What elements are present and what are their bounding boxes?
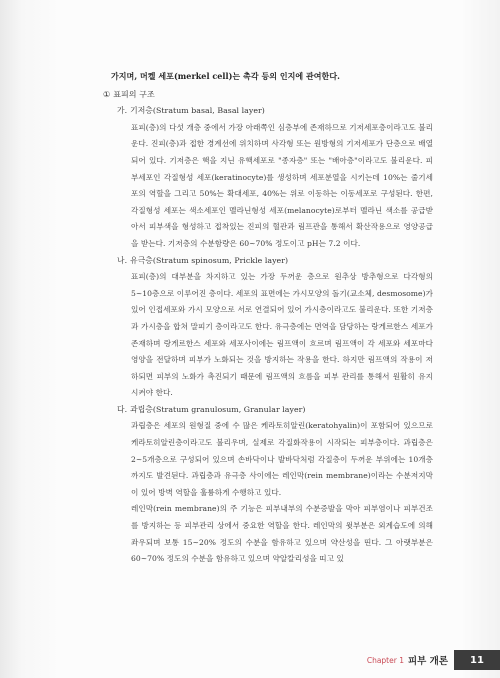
page-number: 11	[454, 650, 500, 670]
subsection-marker: 다.	[117, 404, 128, 414]
section-heading	[103, 87, 433, 104]
subsection-title: 과립층(Stratum granulosum, Granular layer)	[130, 404, 306, 414]
section-title: 표피의 구조	[113, 89, 155, 99]
subsection-heading-basal	[117, 103, 433, 120]
subsection-heading-spinosum	[117, 253, 433, 270]
subsection-heading-granulosum	[117, 402, 433, 419]
chapter-title: 피부 개론	[407, 656, 448, 667]
chapter-label: Chapter 1	[366, 655, 404, 665]
page-footer	[367, 650, 500, 670]
subsection-marker: 나.	[117, 255, 128, 265]
paragraph-rein-membrane: 레인막(rein membrane)의 주 기능은 피부내부의 수분증발을 막아 피부염이나 피부건조를 방지하는 등 피부관리 상에서 중요한 역할을 한다. 레인막의 윗부분은 외계습도에 의해 좌우되며 보통 15~20% 정도의 수분을 함유하고 있으며 약산성을 띤다. 그 아랫부분은 60~70% 정도의 수분을 함유하고 있으며 약알칼리성을 띠고 있	[131, 504, 433, 564]
subsection-title: 유극층(Stratum spinosum, Prickle layer)	[130, 255, 289, 265]
paragraph-basal-layer: 표피(층)의 다섯 개층 중에서 가장 아래쪽인 심층부에 존재하므로 기저세포층이라고도 불리운다. 진피(층)과 접한 경계선에 위치하며 사각형 또는 원방형의 기저세포가 단층으로 배열되어 있다. 기저층은 핵을 지닌 유핵세포로 "종자층" 또는 "배아층"이라고도 불리운다. 피부세포인 각질형성 세포(keratinocyte)를 생성하며 세포분열을 시키는데 10%는 줄기세포의 역할을 그리고 50%는 확대세포, 40%는 위로 이동하는 이동세포로 구성된다. 한편, 각질형성 세포는 색소세포인 멜라닌형성 세포(melanocyte)로부터 멜라닌 색소를 공급받아서 피부색을 형성하고 접착있는 진피의 혈관과 림프관을 통해서 확산작용으로 영양공급을 받는다. 기저층의 수분함량은 60~70% 정도이고 pH는 7.2 이다.	[131, 122, 433, 248]
subsection-marker: 가.	[117, 106, 128, 116]
intro-sentence: 가지며, 머켈 세포(merkel cell)는 촉각 등의 인지에 관여한다.	[111, 71, 340, 81]
subsection-title: 기저층(Stratum basal, Basal layer)	[130, 106, 265, 116]
paragraph-granular-layer: 과립층은 세포의 원형질 중에 수 많은 케라토히알린(keratohyalin)이 포함되어 있으므로 케라토히알린층이라고도 불리우며, 실제로 각질화작용이 시작되는 피부층이다. 과립층은 2~5개층으로 구성되어 있으며 손바닥이나 발바닥처럼 각질층이 두꺼운 부위에는 10개층까지도 발견된다. 과립층과 유극층 사이에는 레인막(rein membrane)이라는 수분저지막이 있어 방벽 역할을 훌륭하게 수행하고 있다.	[131, 421, 433, 497]
paragraph-prickle-layer: 표피(층)의 대부분을 차지하고 있는 가장 두꺼운 층으로 원추상 방추형으로 다각형의 5~10층으로 이루어진 층이다. 세포의 표면에는 가시모양의 돌기(교소체, desmosome)가 있어 인접세포와 가시 모양으로 서로 연결되어 있어 가시층이라고도 불리운다. 또한 기저층과 가시층을 합쳐 말피기 층이라고도 한다. 유극층에는 면역을 담당하는 랑게르한스 세포가 존재하며 랑게르한스 세포와 세포사이에는 림프액이 흐르며 림프액이 각 세포와 세포마다 영양을 전달하며 피부가 노화되는 것을 방지하는 작용을 한다. 하지만 림프액의 작용이 저하되면 피부의 노화가 촉진되기 때문에 림프액의 흐름을 피부 관리를 통해서 원활히 유지 시켜야 한다.	[131, 272, 433, 398]
body-text	[103, 68, 433, 568]
section-marker: ①	[103, 89, 111, 99]
